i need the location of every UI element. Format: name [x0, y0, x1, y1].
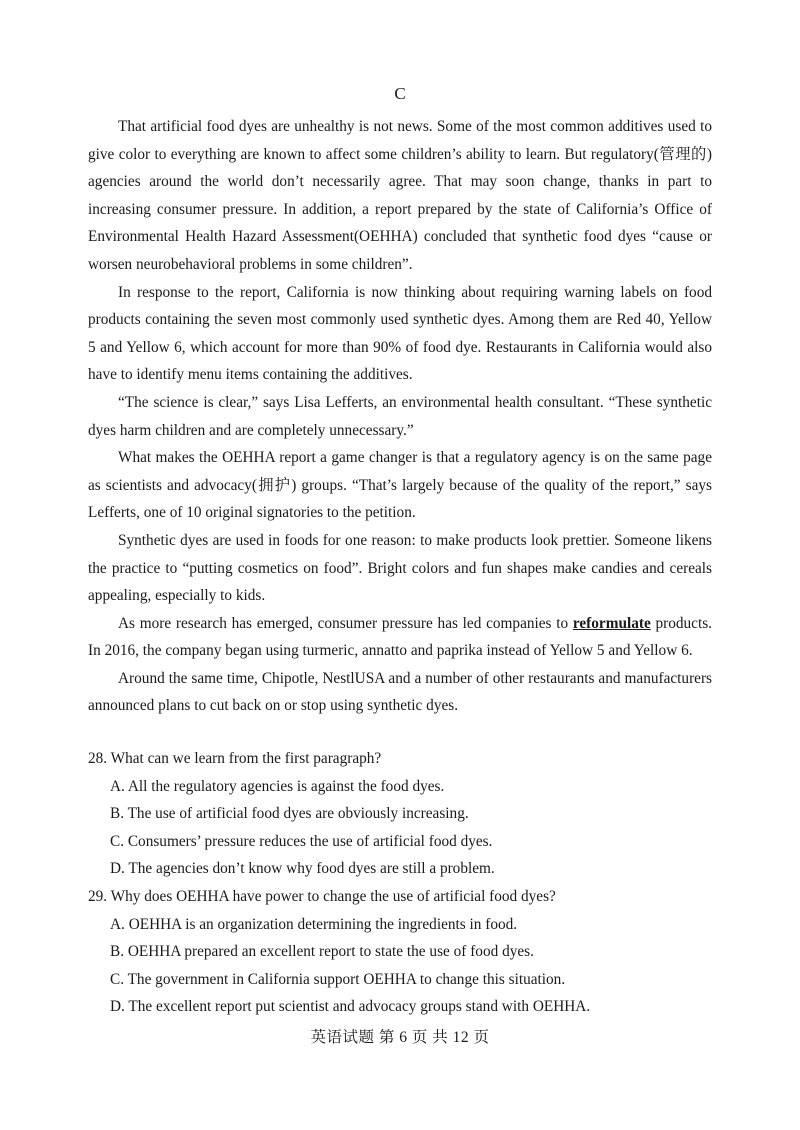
question-option: B. OEHHA prepared an excellent report to state the use of food dyes.	[110, 943, 534, 961]
paragraph-6-text-before: As more research has emerged, consumer pressure has led companies to	[118, 614, 573, 632]
question-option: A. OEHHA is an organization determining the ingredients in food.	[110, 915, 518, 933]
question-option: D. The agencies don’t know why food dyes are still a problem.	[110, 860, 495, 878]
passage-paragraph-4: What makes the OEHHA report a game changer is that a regulatory agency is on the same page as scientists and advocacy(拥护) groups. “That’s largely because of the quality of the report,” says Lefferts, one of 10 original signatories to the petition.	[88, 449, 712, 522]
question-option: C. Consumers’ pressure reduces the use of artificial food dyes.	[110, 832, 493, 850]
question-option: C. The government in California support OEHHA to change this situation.	[110, 970, 566, 988]
section-heading: C	[394, 84, 406, 103]
underlined-keyword: reformulate	[572, 614, 651, 632]
passage-paragraph-3: “The science is clear,” says Lisa Lefferts, an environmental health consultant. “These synthetic dyes harm children and are completely unnecessary.”	[88, 393, 712, 439]
reading-passage	[88, 113, 712, 720]
question-list	[88, 745, 728, 1021]
question-29	[88, 883, 728, 1021]
passage-paragraph-5: Synthetic dyes are used in foods for one reason: to make products look prettier. Someone likens the practice to “putting cosmetics on food”. Bright colors and fun shapes make candies and cereals appealing, especially to kids.	[88, 531, 712, 605]
passage-paragraph-6	[88, 610, 712, 665]
paragraph-6-text-after: products. In 2016, the company began using turmeric, annatto and paprika instead of Yellow 5 and Yellow 6.	[88, 614, 712, 660]
page-footer: 英语试题 第 6 页 共 12 页	[310, 1029, 490, 1046]
question-option: A. All the regulatory agencies is against the food dyes.	[110, 777, 445, 795]
passage-paragraph-1: That artificial food dyes are unhealthy is not news. Some of the most common additives used to give color to everything are known to affect some children’s ability to learn. But regulatory(管理的) agencies around the world don’t necessarily agree. That may soon change, thanks in part to increasing consumer pressure. In addition, a report prepared by the state of California’s Office of Environmental Health Hazard Assessment(OEHHA) concluded that synthetic food dyes “cause or worsen neurobehavioral problems in some children”.	[88, 118, 712, 273]
question-option: D. The excellent report put scientist and advocacy groups stand with OEHHA.	[110, 998, 591, 1016]
question-option: B. The use of artificial food dyes are obviously increasing.	[110, 805, 469, 823]
question-stem: 29. Why does OEHHA have power to change the use of artificial food dyes?	[88, 887, 556, 905]
question-stem: 28. What can we learn from the first paragraph?	[88, 750, 382, 767]
question-28	[88, 745, 728, 883]
passage-paragraph-7: Around the same time, Chipotle, NestlUSA and a number of other restaurants and manufacturers announced plans to cut back on or stop using synthetic dyes.	[88, 669, 712, 715]
passage-paragraph-2: In response to the report, California is now thinking about requiring warning labels on food products containing the seven most commonly used synthetic dyes. Among them are Red 40, Yellow 5 and Yellow 6, which account for more than 90% of food dye. Restaurants in California would also have to identify menu items containing the additives.	[88, 283, 712, 384]
